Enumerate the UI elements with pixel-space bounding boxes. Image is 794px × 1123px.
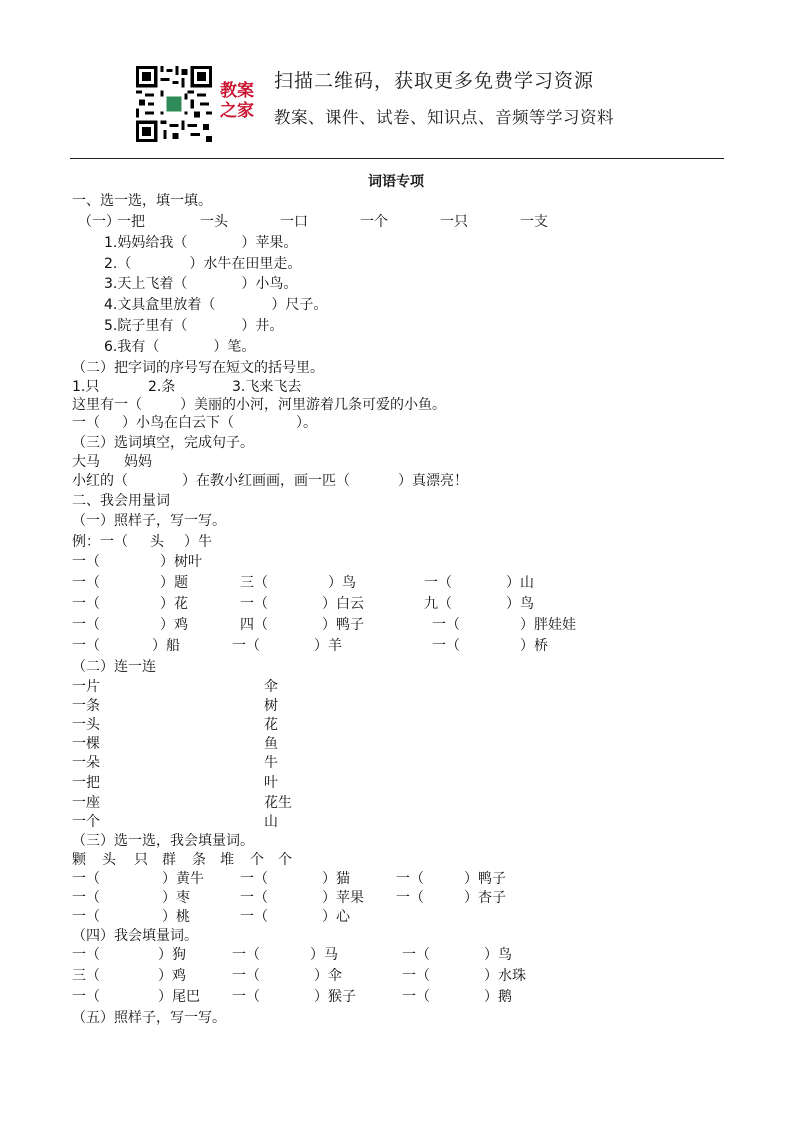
part-heading: （二）把字词的序号写在短文的括号里。	[72, 360, 324, 376]
fill-item: 一（ ）伞	[232, 968, 342, 984]
part-heading: （一）照样子，写一写。	[72, 513, 226, 529]
match-left-item: 一个	[72, 814, 100, 830]
header-tagline: 扫描二维码，获取更多免费学习资源	[274, 70, 595, 92]
fill-item: 三（ ）鸡	[72, 968, 186, 984]
fill-item: 一（ ）树叶	[72, 554, 202, 570]
part-heading: （四）我会填量词。	[72, 928, 198, 944]
fill-item: 一（ ）花	[72, 596, 188, 612]
match-right-item: 伞	[264, 679, 278, 695]
fill-item: 一（ ）羊	[232, 638, 342, 654]
fill-item: 一（ ）黄牛	[72, 871, 204, 887]
match-left-item: 一棵	[72, 736, 100, 752]
option-word: 大马	[72, 454, 100, 470]
section-heading: 一、选一选，填一填。	[72, 193, 212, 209]
option-word: 个	[278, 852, 292, 868]
page-title: 词语专项	[368, 174, 424, 190]
question-line: 3.天上飞着（ ）小鸟。	[104, 276, 298, 292]
fill-item: 一（ ）船	[72, 638, 180, 654]
question-line: 这里有一（ ）美丽的小河，河里游着几条可爱的小鱼。	[72, 397, 446, 413]
section-heading: 二、我会用量词	[72, 493, 170, 509]
fill-item: 一（ ）苹果	[240, 890, 364, 906]
match-right-item: 叶	[264, 775, 278, 791]
fill-item: 一（ ）鸡	[72, 617, 188, 633]
question-line: 1.妈妈给我（ ）苹果。	[104, 235, 298, 251]
option-word: 群	[162, 852, 176, 868]
question-line: 小红的（ ）在教小红画画，画一匹（ ）真漂亮！	[72, 473, 468, 489]
question-line: 6.我有（ ）笔。	[104, 339, 256, 355]
match-left-item: 一片	[72, 679, 100, 695]
option-word: 只	[134, 852, 148, 868]
fill-item: 一（ ）鹅	[402, 989, 512, 1005]
match-right-item: 鱼	[264, 736, 278, 752]
option-word: 一口	[280, 214, 308, 230]
match-left-item: 一座	[72, 795, 100, 811]
option-word: 个	[250, 852, 264, 868]
part-heading: （三）选一选，我会填量词。	[72, 833, 254, 849]
option-word: 一头	[200, 214, 228, 230]
fill-item: 四（ ）鸭子	[240, 617, 364, 633]
match-left-item: 一朵	[72, 755, 100, 771]
fill-item: 一（ ）尾巴	[72, 989, 200, 1005]
fill-item: 一（ ）题	[72, 575, 188, 591]
fill-item: 一（ ）白云	[240, 596, 364, 612]
fill-item: 一（ ）鸟	[402, 947, 512, 963]
option-word: 妈妈	[124, 454, 152, 470]
fill-item: 一（ ）鸭子	[396, 871, 506, 887]
header-divider	[70, 158, 724, 159]
question-line: 4.文具盒里放着（ ）尺子。	[104, 297, 328, 313]
option-word: 条	[192, 852, 206, 868]
question-line: 一（ ）小鸟在白云下（ ）。	[72, 415, 317, 431]
example-line: 例：一（ 头 ）牛	[72, 534, 212, 550]
fill-item: 一（ ）桥	[432, 638, 548, 654]
part-heading: （三）选词填空，完成句子。	[72, 435, 254, 451]
option-word: 一个	[360, 214, 388, 230]
match-left-item: 一把	[72, 775, 100, 791]
fill-item: 一（ ）水珠	[402, 968, 526, 984]
fill-item: 一（ ）猴子	[232, 989, 356, 1005]
fill-item: 一（ ）心	[240, 909, 350, 925]
fill-item: 一（ ）马	[232, 947, 338, 963]
fill-item: 三（ ）鸟	[240, 575, 356, 591]
match-left-item: 一条	[72, 698, 100, 714]
match-right-item: 花	[264, 717, 278, 733]
match-right-item: 山	[264, 814, 278, 830]
option-word: 头	[102, 852, 116, 868]
brand-logo: 教案 之家	[220, 81, 254, 121]
match-right-item: 花生	[264, 795, 292, 811]
fill-item: 一（ ）狗	[72, 947, 186, 963]
option-word: 3.飞来飞去	[232, 379, 302, 395]
fill-item: 一（ ）桃	[72, 909, 190, 925]
fill-item: 一（ ）杏子	[396, 890, 506, 906]
part-label: （一）	[78, 214, 120, 230]
header-subtitle: 教案、课件、试卷、知识点、音频等学习资料	[274, 108, 614, 127]
option-word: 1.只	[72, 379, 100, 395]
fill-item: 一（ ）山	[424, 575, 534, 591]
part-heading: （五）照样子，写一写。	[72, 1010, 226, 1026]
part-heading: （二）连一连	[72, 659, 156, 675]
option-word: 一只	[440, 214, 468, 230]
match-left-item: 一头	[72, 717, 100, 733]
option-word: 一支	[520, 214, 548, 230]
question-line: 5.院子里有（ ）井。	[104, 318, 284, 334]
option-word: 颗	[72, 852, 86, 868]
option-word: 2.条	[148, 379, 176, 395]
fill-item: 九（ ）鸟	[424, 596, 534, 612]
fill-item: 一（ ）猫	[240, 871, 350, 887]
question-line: 2.（ ）水牛在田里走。	[104, 256, 302, 272]
qr-code-icon	[136, 66, 212, 142]
match-right-item: 树	[264, 698, 278, 714]
match-right-item: 牛	[264, 755, 278, 771]
option-word: 一把	[117, 214, 145, 230]
option-word: 堆	[220, 852, 234, 868]
fill-item: 一（ ）胖娃娃	[432, 617, 576, 633]
fill-item: 一（ ）枣	[72, 890, 190, 906]
